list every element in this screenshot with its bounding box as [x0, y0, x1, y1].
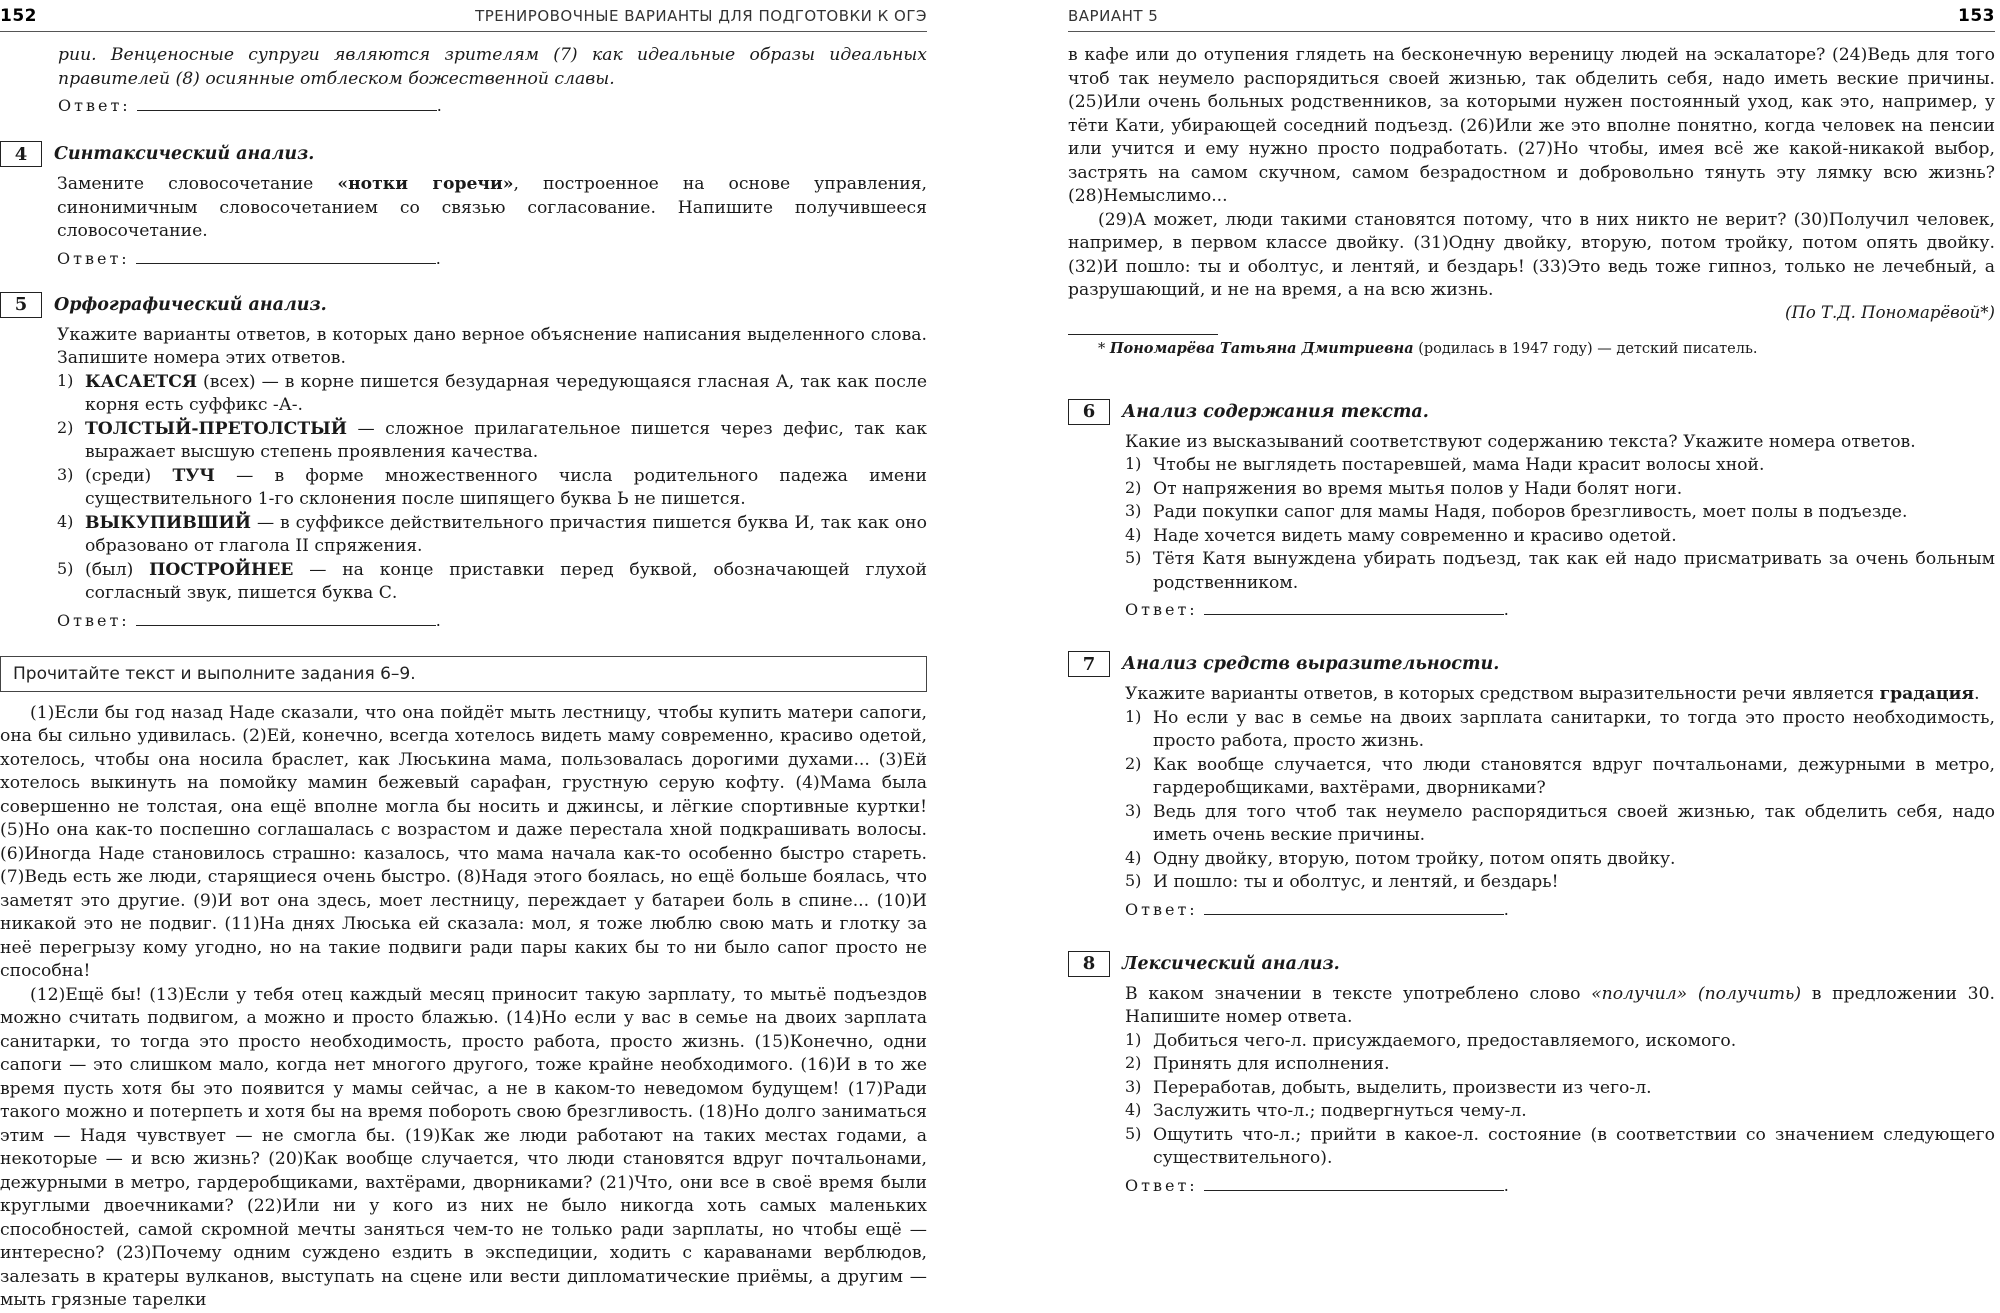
task-title: Лексический анализ.	[1122, 953, 1340, 974]
option: 5) (был) ПОСТРОЙНЕЕ — на конце приставки перед буквой, обозначающей глухой согласный звук, пишется буква С.	[57, 558, 927, 603]
option: 1) Но если у вас в семье на двоих зарплата санитарки, то тогда это просто необходимость, просто работа, просто жизнь.	[1125, 706, 1995, 751]
task-8-intro: В каком значении в тексте употреблено слово «получил» (получить) в предложении 30. Напишите номер ответа.	[1125, 983, 1995, 1027]
task-7-intro: Укажите варианты ответов, в которых средством выразительности речи является градация.	[1125, 684, 1980, 704]
answer-field-8: Ответ: .	[1125, 1175, 1509, 1195]
answer-field-3: Ответ: .	[58, 96, 442, 115]
option: 4) ВЫКУПИВШИЙ — в суффиксе действительного причастия пишется буква И, так как оно образовано от глагола II спряжения.	[57, 511, 927, 556]
text-author: (По Т.Д. Пономарёвой*)	[1785, 302, 1995, 322]
task-4-text: Замените словосочетание «нотки горечи», построенное на основе управления, синонимичным словосочетанием со связью согласование. Напишите получившееся словосочетание.	[57, 174, 927, 241]
option: 4) Заслужить что-л.; подвергнуться чему-л.	[1125, 1100, 1527, 1121]
intro-text: рии. Венценосные супруги являются зрителям (7) как идеальные образы идеальных правителей (8) осиянные отблеском божественной славы.	[58, 45, 927, 89]
task-title: Синтаксический анализ.	[54, 144, 315, 164]
reading-text	[0, 702, 927, 1313]
option: 1) КАСАЕТСЯ (всех) — в корне пишется безударная чередующаяся гласная А, так как после корня есть суффикс -А-.	[57, 370, 927, 415]
option: 5) Ощутить что-л.; прийти в какое-л. состояние (в соответствии со значением следующего существительного).	[1125, 1123, 1995, 1168]
running-title: ВАРИАНТ 5	[1068, 6, 1159, 25]
option: 2) ТОЛСТЫЙ-ПРЕТОЛСТЫЙ — сложное прилагательное пишется через дефис, так как выражает высшую степень проявления качества.	[57, 417, 927, 462]
text-paragraph: (29)А может, люди такими становятся потому, что в них никто не верит? (30)Получил человек, например, в первом классе двойку. (31)Одну двойку, вторую, потом тройку, потом опять двойку. (32)И пошло: ты и оболтус, и лентяй, и бездарь! (33)Это ведь тоже гипноз, только не лечебный, а разрушающий, и не на время, а на всю жизнь.	[1068, 209, 1995, 300]
footnote: * Пономарёва Татьяна Дмитриевна (родилась в 1947 году) — детский писатель.	[1098, 339, 1758, 357]
answer-line[interactable]	[1204, 900, 1504, 915]
option: 5) И пошло: ты и оболтус, и лентяй, и бездарь!	[1125, 871, 1559, 892]
option: 1) Чтобы не выглядеть постаревшей, мама Нади красит волосы хной.	[1125, 454, 1765, 475]
task-5	[0, 292, 927, 632]
task-number: 5	[0, 292, 42, 318]
option: 1) Добиться чего-л. присуждаемого, предоставляемого, искомого.	[1125, 1029, 1737, 1051]
option: 3) (среди) ТУЧ — в форме множественного числа родительного падежа имени существительного 1-го склонения после шипящего буква Ь не пишется.	[57, 464, 927, 509]
answer-line[interactable]	[1204, 600, 1504, 615]
task-6	[1068, 399, 1995, 622]
option: 5) Тётя Катя вынуждена убирать подъезд, так как ей надо присматривать за очень больным родственником.	[1125, 548, 1995, 593]
right-page	[1068, 0, 2000, 1313]
answer-field-5: Ответ: .	[57, 610, 441, 630]
read-instruction-box: Прочитайте текст и выполните задания 6–9.	[0, 656, 927, 692]
task-number: 6	[1068, 399, 1110, 425]
task-title: Анализ средств выразительности.	[1122, 654, 1500, 674]
task-8	[1068, 951, 1995, 1197]
page-number: 153	[1958, 5, 1995, 26]
option: 3) Переработав, добыть, выделить, произвести из чего-л.	[1125, 1076, 1652, 1098]
option: 2) От напряжения во время мытья полов у Нади болят ноги.	[1125, 477, 1683, 499]
page-number: 152	[0, 5, 37, 26]
option: 4) Наде хочется видеть маму современно и красиво одетой.	[1125, 524, 1677, 546]
answer-line[interactable]	[1204, 1176, 1504, 1191]
left-page-header	[0, 0, 927, 32]
task-6-intro: Какие из высказываний соответствуют содержанию текста? Укажите номера ответов.	[1125, 431, 1916, 452]
task-7	[1068, 651, 1995, 921]
task-title: Анализ содержания текста.	[1122, 401, 1429, 422]
task-5-intro: Укажите варианты ответов, в которых дано верное объяснение написания выделенного слова. Запишите номера этих ответов.	[57, 324, 927, 368]
right-page-header	[1068, 0, 1995, 32]
answer-line[interactable]	[137, 96, 437, 111]
task-title: Орфографический анализ.	[54, 294, 327, 315]
answer-line[interactable]	[136, 611, 436, 626]
text-paragraph: (1)Если бы год назад Наде сказали, что она пойдёт мыть лестницу, чтобы купить матери сапоги, она бы сильно удивилась. (2)Ей, конечно, всегда хотелось видеть маму современно, красиво одетой, хотелось, чтобы она носила браслет, как Люськина мама, пользовалась дорогими духами... (3)Ей хотелось выкинуть на помойку мамин бежевый сарафан, грустную серую кофту. (4)Мама была совершенно не толстая, она ещё вполне могла бы носить и джинсы, и лёгкие спортивные куртки! (5)Но она как-то поспешно соглашалась с возрастом и даже перестала хной подкрашивать волосы. (6)Иногда Наде становилось страшно: казалось, что мама начала как-то особенно быстро стареть. (7)Ведь есть же люди, старящиеся очень быстро. (8)Надя этого боялась, но ещё больше боялась, что заметят это другие. (9)И вот она здесь, моет лестницу, переждает у батареи боль в спине... (10)И никакой это не подвиг. (11)На днях Люська ей сказала: мол, я тоже люблю свою мать и глотку за неё перегрызу кому угодно, но на такие подвиги ради пары каких бы то ни было сапог просто не способна!	[0, 702, 927, 981]
option: 2) Как вообще случается, что люди становятся вдруг почтальонами, дежурными в метро, гардеробщиками, вахтёрами, дворниками?	[1125, 753, 1995, 798]
answer-field-6: Ответ: .	[1125, 600, 1509, 619]
reading-text-continued	[1068, 44, 1995, 303]
option: 4) Одну двойку, вторую, потом тройку, потом опять двойку.	[1125, 847, 1676, 869]
task-number: 7	[1068, 651, 1110, 677]
answer-field-4: Ответ: .	[57, 248, 441, 268]
footnote-divider	[1068, 334, 1218, 335]
option: 3) Ради покупки сапог для мамы Надя, поборов брезгливость, моет полы в подъезде.	[1125, 501, 1908, 522]
answer-line[interactable]	[136, 249, 436, 264]
task-4	[0, 141, 927, 270]
task-number: 8	[1068, 951, 1110, 977]
left-page	[0, 0, 935, 1313]
task-number: 4	[0, 141, 42, 167]
answer-field-7: Ответ: .	[1125, 899, 1509, 919]
text-paragraph: (12)Ещё бы! (13)Если у тебя отец каждый месяц приносит такую зарплату, то мытьё подъездов можно считать подвигом, а можно и просто блажью. (14)Но если у вас в семье на двоих зарплата санитарки, то тогда это просто необходимость, просто работа, просто жизнь. (15)Конечно, одни сапоги — это слишком мало, когда нет многого другого, тоже крайне необходимого. (16)И в то же время пусть хотя бы это появится у мамы сейчас, а не в каком-то неведомом будущем! (17)Ради такого можно и потерпеть и хотя бы на время побороть свою брезгливость. (18)Но долго заниматься этим — Надя чувствует — не смогла бы. (19)Как же люди работают на таких местах годами, а некоторые — и всю жизнь? (20)Как вообще случается, что люди становятся вдруг почтальонами, дежурными в метро, гардеробщиками, вахтёрами, дворниками? (21)Что, они все в своё время были круглыми двоечниками? (22)Или ни у кого из них не было никогда хоть самых маленьких способностей, самой скромной мечты заняться чем-то не только ради зарплаты, но чтобы ещё — интересно? (23)Почему одним суждено ездить в экспедиции, ходить с караванами верблюдов, залезать в кратеры вулканов, выступать на сцене или вести дипломатические приёмы, а другим — мыть грязные тарелки	[0, 984, 927, 1310]
option: 3) Ведь для того чтоб так неумело распорядиться своей жизнью, так обделить себя, надо иметь очень веские причины.	[1125, 800, 1995, 845]
running-title: ТРЕНИРОВОЧНЫЕ ВАРИАНТЫ ДЛЯ ПОДГОТОВКИ К ОГЭ	[475, 6, 927, 25]
option: 2) Принять для исполнения.	[1125, 1053, 1390, 1074]
text-paragraph: в кафе или до отупения глядеть на бесконечную вереницу людей на эскалаторе? (24)Ведь для того чтоб так неумело распорядиться своей жизнью, так обделить себя, надо иметь веские причины. (25)Или очень больных родственников, за которыми нужен постоянный уход, как это, например, у тёти Кати, убирающей соседний подъезд. (26)Или же это вполне понятно, когда человек на пенсии или учится и ему нужно просто подработать. (27)Но чтобы, имея всё же какой-никакой выбор, застрять на самом скучном, самом безрадостном и добровольно тянуть эту лямку всю жизнь? (28)Немыслимо...	[1068, 45, 1995, 206]
